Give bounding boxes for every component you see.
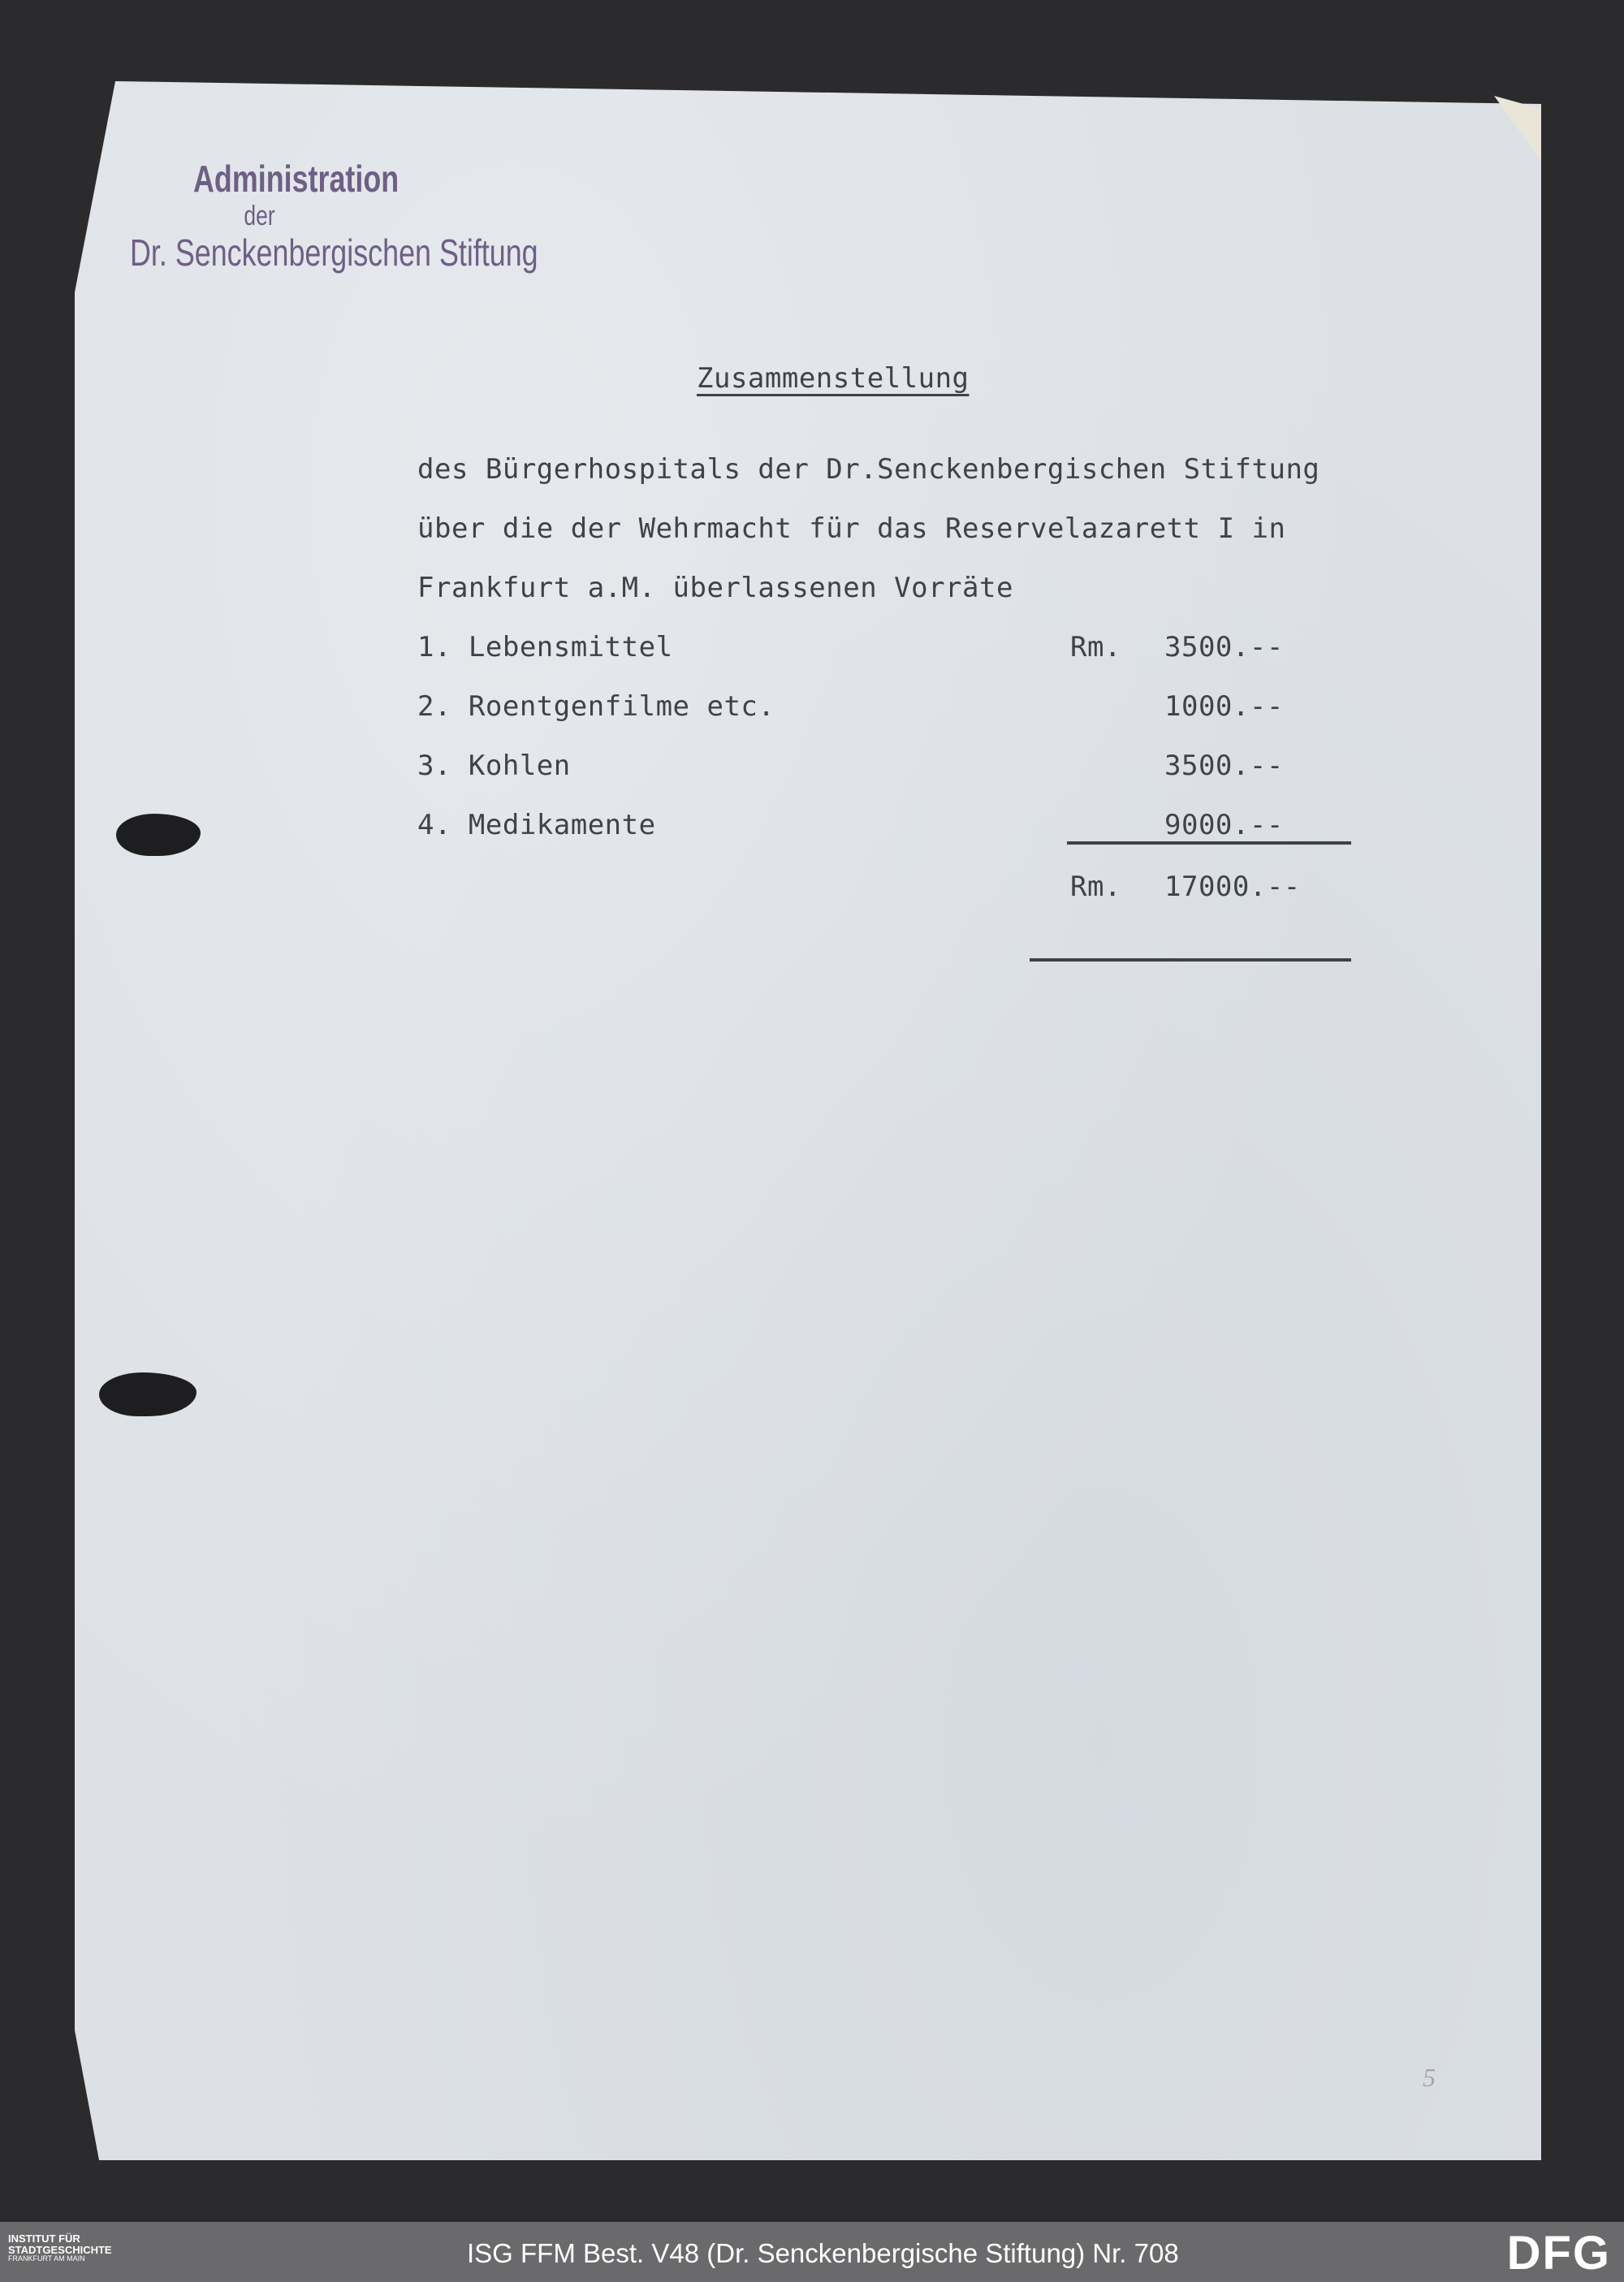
institute-logo [8,2233,112,2263]
intro-line-2: über die der Wehrmacht für das Reservelazarett I in [417,512,1286,545]
total-amount: 17000.-- [1164,871,1301,903]
stamp-line-1: Administration [193,158,400,200]
institute-line-2: STADTGESCHICHTE [8,2243,112,2256]
item-label: 2. Roentgenfilme etc. [417,690,775,723]
stamp-line-3: Dr. Senckenbergischen Stiftung [130,231,538,274]
item-label: 1. Lebensmittel [417,631,673,663]
institute-line-1: INSTITUT FÜR [8,2232,80,2245]
intro-line-1: des Bürgerhospitals der Dr.Senckenbergischen Stiftung [417,453,1320,486]
sum-rule [1067,841,1351,845]
document-title: Zusammenstellung [697,362,970,395]
intro-line-3: Frankfurt a.M. überlassenen Vorräte [417,572,1013,604]
item-currency: Rm. [1070,631,1121,663]
item-amount: 1000.-- [1164,690,1284,723]
total-underline [1030,958,1351,962]
archive-footer [0,2222,1624,2282]
stamp-line-2: der [244,200,275,231]
administration-stamp [130,158,538,274]
page-number-mark: 5 [1423,2063,1436,2092]
dfg-logo: DFG [1506,2227,1611,2280]
item-amount: 3500.-- [1164,631,1284,663]
institute-line-3: FRANKFURT AM MAIN [8,2254,85,2263]
item-label: 3. Kohlen [417,750,571,782]
item-amount: 3500.-- [1164,750,1284,782]
item-amount: 9000.-- [1164,809,1284,841]
total-currency: Rm. [1070,871,1121,903]
item-label: 4. Medikamente [417,809,656,841]
archive-signature: ISG FFM Best. V48 (Dr. Senckenbergische Stiftung) Nr. 708 [467,2238,1179,2268]
